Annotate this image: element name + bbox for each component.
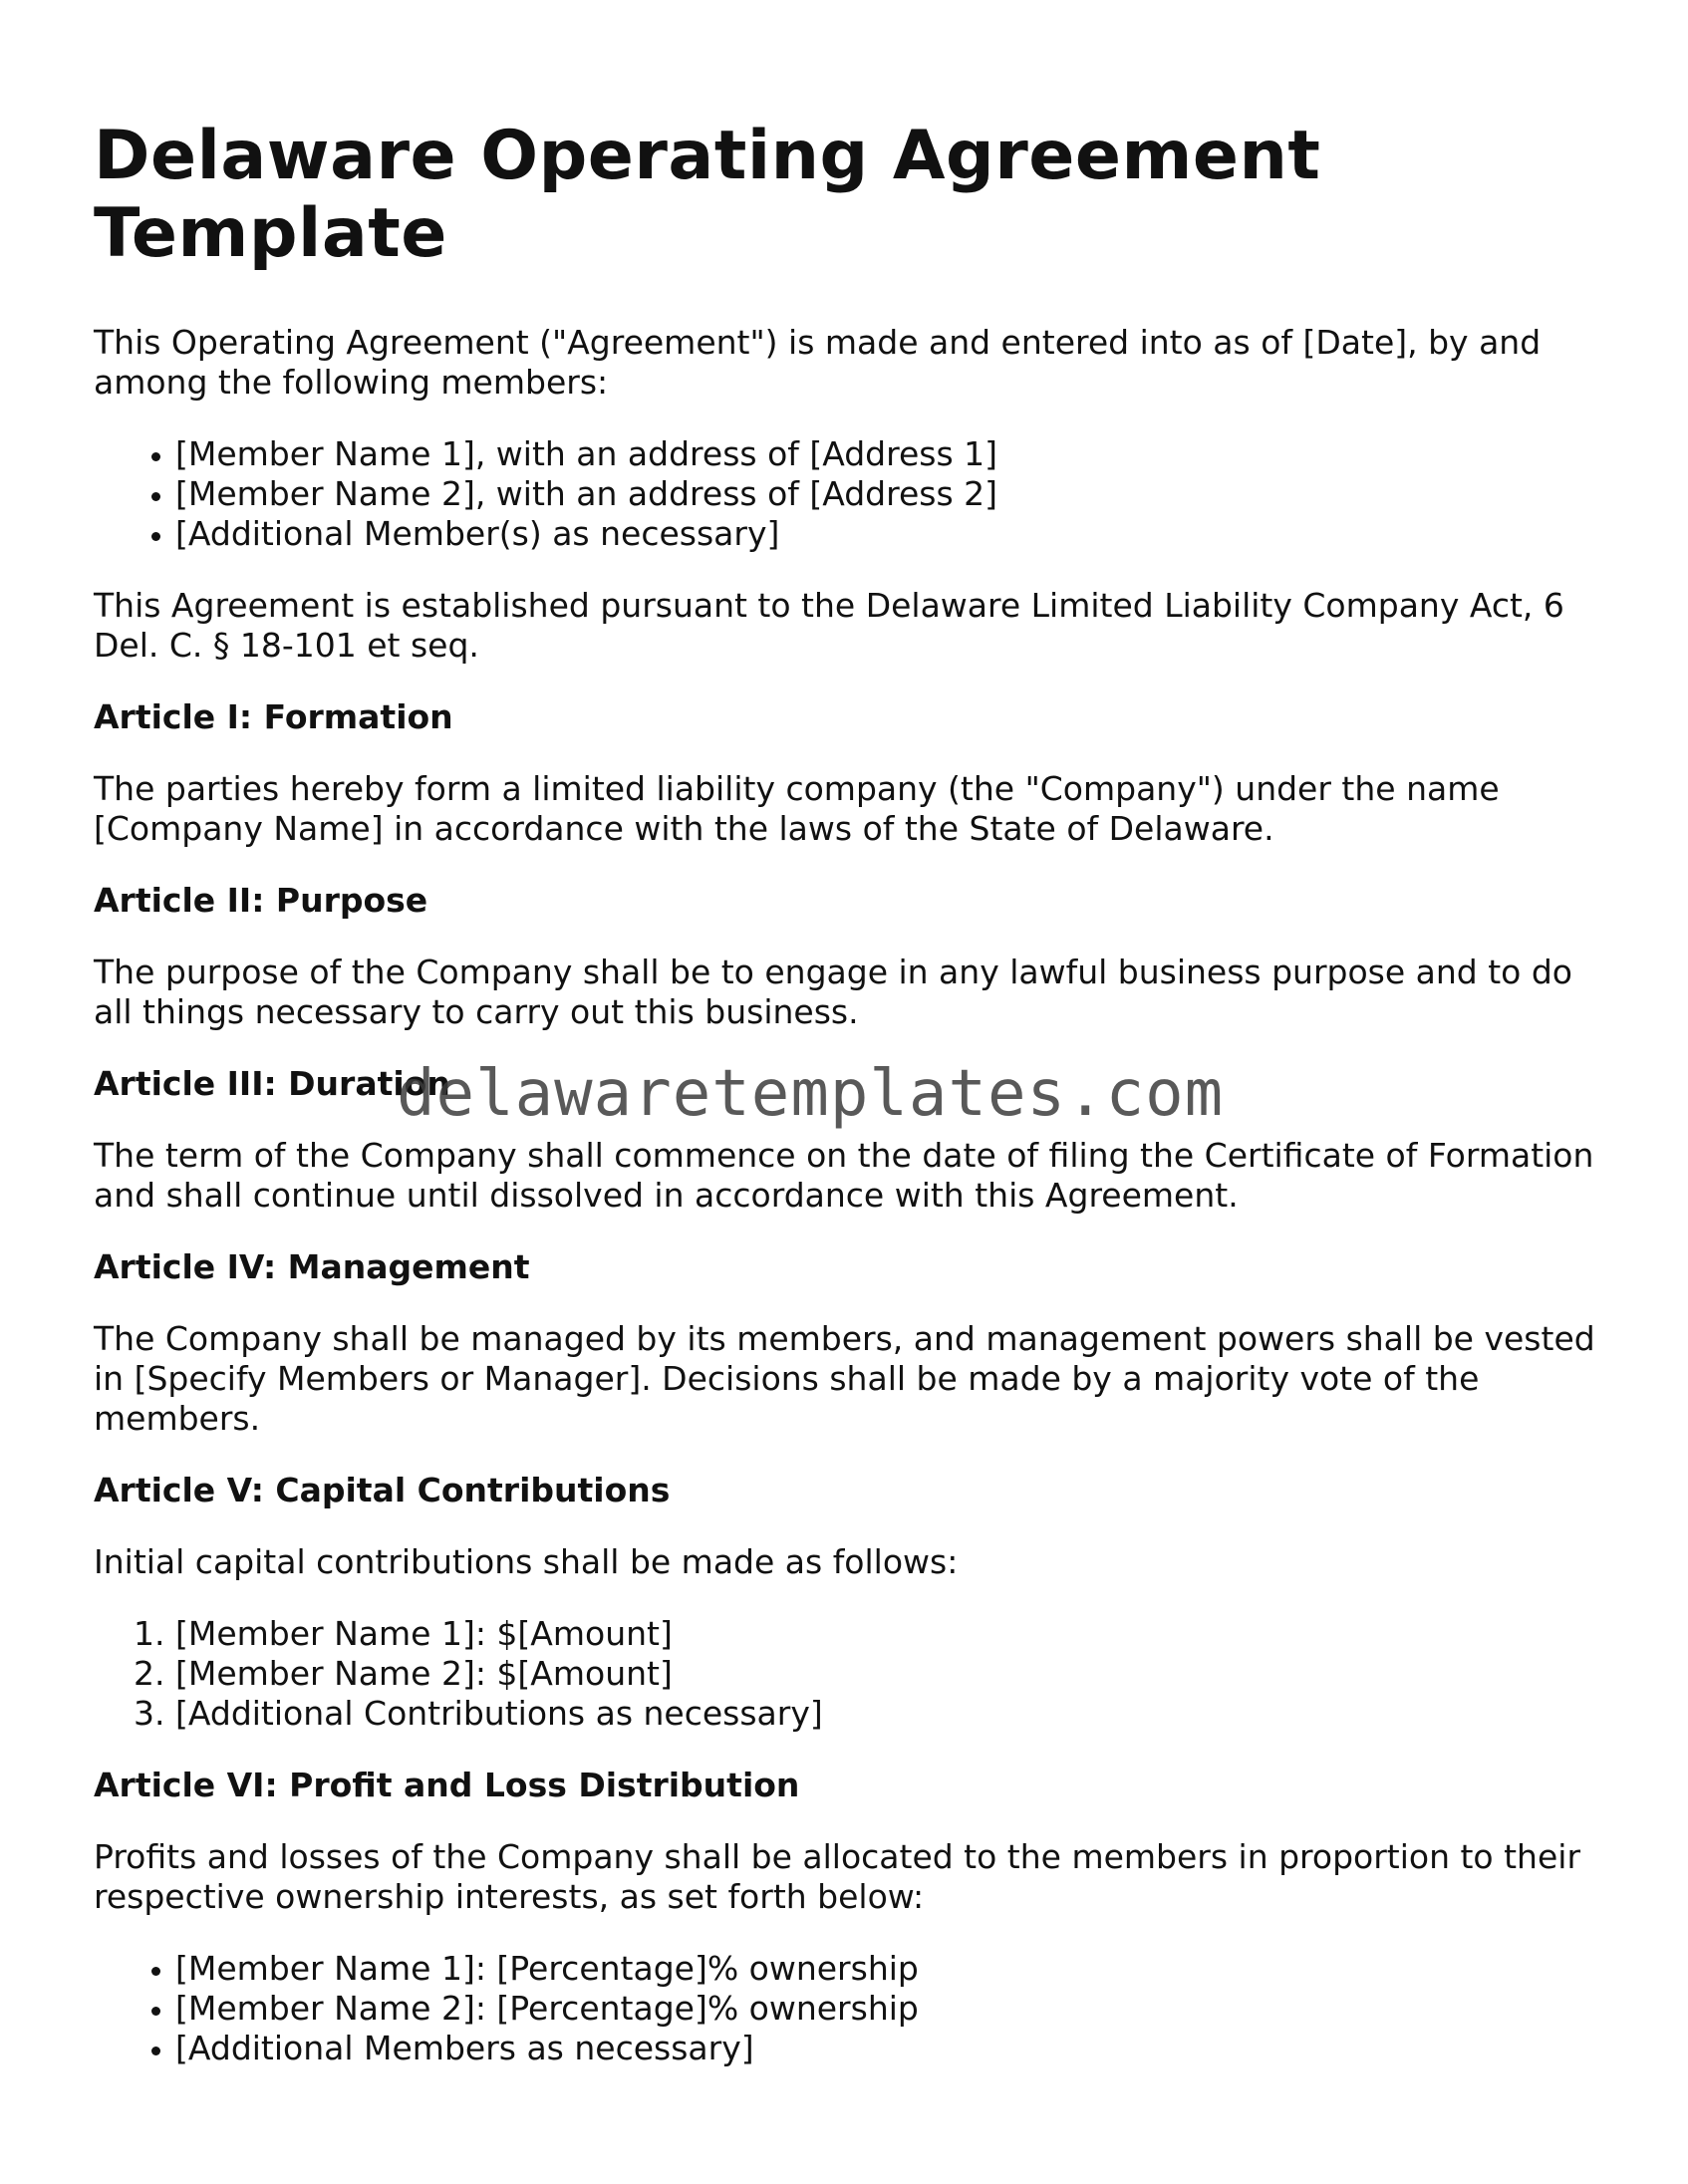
article-text-profit-loss: Profits and losses of the Company shall be allocated to the members in proportion to their respective ownership interests, as set forth below:	[94, 1837, 1581, 1916]
list-item: 3. [Additional Contributions as necessary]	[175, 1694, 1608, 1734]
article-text-management: The Company shall be managed by its members, and management powers shall be vested in [Specify Members or Manager]. Decisions shall be made by a majority vote of the members.	[94, 1319, 1595, 1438]
list-item: 1. [Member Name 1]: $[Amount]	[175, 1614, 1608, 1654]
intro-paragraph: This Operating Agreement ("Agreement") is made and entered into as of [Date], by and among the following members:	[94, 323, 1542, 402]
document-title: Delaware Operating Agreement Template	[94, 117, 1321, 273]
list-item: 2. [Member Name 2]: $[Amount]	[175, 1654, 1608, 1694]
article-text-formation: The parties hereby form a limited liability company (the "Company") under the name [Company Name] in accordance with the laws of the State of Delaware.	[94, 769, 1500, 848]
article-text-capital: Initial capital contributions shall be made as follows:	[94, 1542, 959, 1581]
article-heading-formation: Article I: Formation	[94, 697, 453, 736]
list-item: • [Additional Member(s) as necessary]	[175, 514, 1608, 554]
document-page	[94, 118, 1608, 2100]
article-heading-purpose: Article II: Purpose	[94, 881, 428, 920]
article-text-duration: The term of the Company shall commence on the date of filing the Certificate of Formation and shall continue until dissolved in accordance with this Agreement.	[94, 1136, 1594, 1215]
members-list	[94, 434, 1608, 554]
ownership-list	[94, 1949, 1608, 2068]
article-heading-capital: Article V: Capital Contributions	[94, 1471, 671, 1509]
list-item: • [Member Name 1], with an address of [Address 1]	[175, 434, 1608, 474]
capital-contributions-list	[94, 1614, 1608, 1734]
list-item: • [Member Name 2]: [Percentage]% ownership	[175, 1989, 1608, 2029]
article-heading-duration: Article III: Duration	[94, 1064, 450, 1103]
list-item: • [Additional Members as necessary]	[175, 2029, 1608, 2068]
article-text-purpose: The purpose of the Company shall be to engage in any lawful business purpose and to do all things necessary to carry out this business.	[94, 953, 1572, 1031]
watermark-text: delawaretemplates.com	[397, 1057, 1225, 1131]
article-heading-management: Article IV: Management	[94, 1247, 530, 1286]
list-item: • [Member Name 1]: [Percentage]% ownership	[175, 1949, 1608, 1989]
legal-basis-paragraph: This Agreement is established pursuant to the Delaware Limited Liability Company Act, 6 Del. C. § 18-101 et seq.	[94, 586, 1564, 665]
article-heading-profit-loss: Article VI: Profit and Loss Distribution	[94, 1766, 800, 1804]
list-item: • [Member Name 2], with an address of [Address 2]	[175, 474, 1608, 514]
